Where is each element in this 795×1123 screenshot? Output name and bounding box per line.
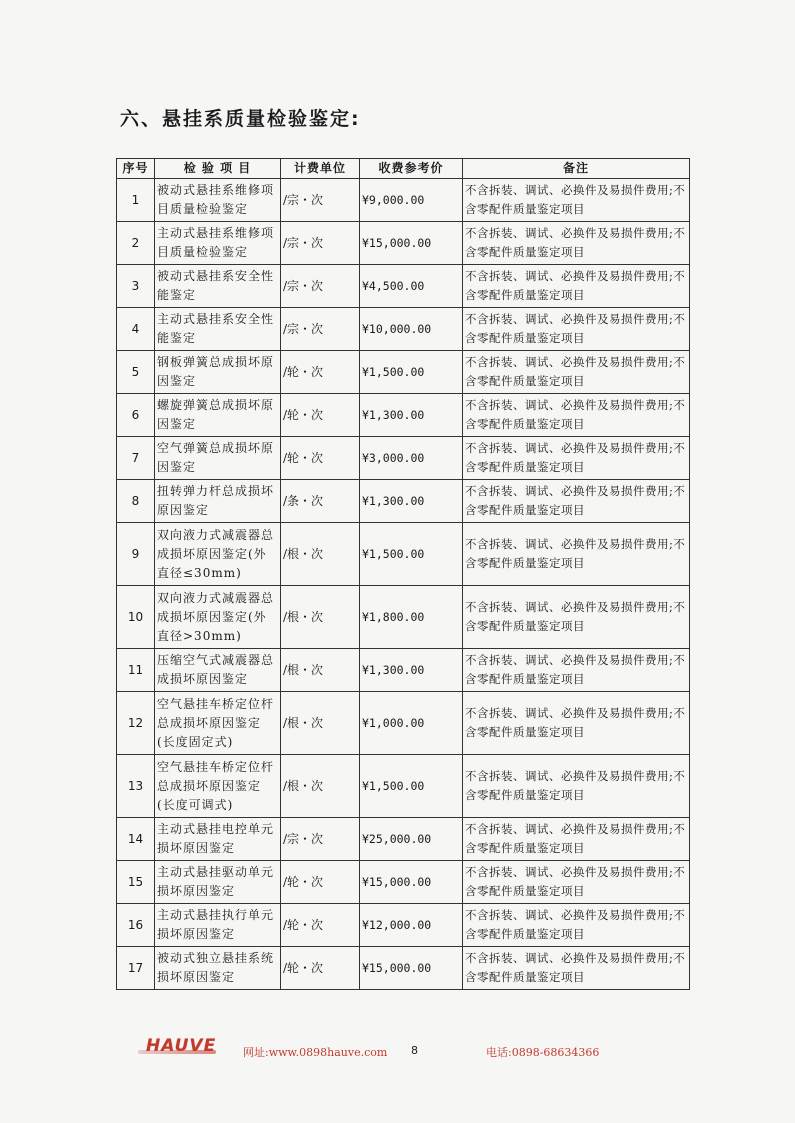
cell-unit: /条・次 <box>281 480 360 523</box>
table-row <box>117 222 690 265</box>
cell-unit: /宗・次 <box>281 222 360 265</box>
table-body <box>117 179 690 990</box>
cell-unit: /宗・次 <box>281 265 360 308</box>
cell-price: ¥1,300.00 <box>360 394 463 437</box>
header-price: 收费参考价 <box>360 159 463 179</box>
table-row <box>117 861 690 904</box>
cell-unit: /轮・次 <box>281 861 360 904</box>
cell-price: ¥1,800.00 <box>360 586 463 649</box>
cell-price: ¥1,500.00 <box>360 351 463 394</box>
cell-unit: /宗・次 <box>281 179 360 222</box>
table-row <box>117 818 690 861</box>
cell-item: 被动式悬挂系维修项目质量检验鉴定 <box>155 179 281 222</box>
cell-item: 主动式悬挂系维修项目质量检验鉴定 <box>155 222 281 265</box>
table-row <box>117 394 690 437</box>
cell-price: ¥1,500.00 <box>360 523 463 586</box>
cell-unit: /轮・次 <box>281 394 360 437</box>
cell-no: 9 <box>117 523 155 586</box>
cell-item: 双向液力式减震器总成损坏原因鉴定(外直径>30mm) <box>155 586 281 649</box>
cell-note: 不含拆装、调试、必换件及易损件费用;不含零配件质量鉴定项目 <box>463 222 690 265</box>
cell-item: 空气弹簧总成损坏原因鉴定 <box>155 437 281 480</box>
cell-price: ¥1,300.00 <box>360 480 463 523</box>
cell-item: 螺旋弹簧总成损坏原因鉴定 <box>155 394 281 437</box>
cell-item: 主动式悬挂电控单元损坏原因鉴定 <box>155 818 281 861</box>
cell-no: 2 <box>117 222 155 265</box>
table-row <box>117 351 690 394</box>
cell-price: ¥1,300.00 <box>360 649 463 692</box>
cell-unit: /根・次 <box>281 649 360 692</box>
cell-no: 8 <box>117 480 155 523</box>
table-row <box>117 523 690 586</box>
cell-no: 14 <box>117 818 155 861</box>
table-row <box>117 179 690 222</box>
cell-note: 不含拆装、调试、必换件及易损件费用;不含零配件质量鉴定项目 <box>463 904 690 947</box>
table-row <box>117 649 690 692</box>
cell-note: 不含拆装、调试、必换件及易损件费用;不含零配件质量鉴定项目 <box>463 437 690 480</box>
cell-no: 16 <box>117 904 155 947</box>
section-heading: 六、悬挂系质量检验鉴定: <box>120 108 361 130</box>
cell-note: 不含拆装、调试、必换件及易损件费用;不含零配件质量鉴定项目 <box>463 480 690 523</box>
table-row <box>117 308 690 351</box>
cell-no: 11 <box>117 649 155 692</box>
header-note: 备注 <box>463 159 690 179</box>
footer-phone: 电话:0898-68634366 <box>486 1046 600 1059</box>
cell-item: 空气悬挂车桥定位杆总成损坏原因鉴定(长度可调式) <box>155 755 281 818</box>
cell-no: 7 <box>117 437 155 480</box>
cell-note: 不含拆装、调试、必换件及易损件费用;不含零配件质量鉴定项目 <box>463 265 690 308</box>
cell-unit: /轮・次 <box>281 437 360 480</box>
cell-no: 6 <box>117 394 155 437</box>
cell-price: ¥4,500.00 <box>360 265 463 308</box>
table-row <box>117 947 690 990</box>
cell-unit: /根・次 <box>281 692 360 755</box>
cell-price: ¥3,000.00 <box>360 437 463 480</box>
company-logo: HAUVE <box>146 1036 217 1056</box>
cell-item: 空气悬挂车桥定位杆总成损坏原因鉴定(长度固定式) <box>155 692 281 755</box>
cell-unit: /根・次 <box>281 755 360 818</box>
cell-unit: /根・次 <box>281 586 360 649</box>
header-unit: 计费单位 <box>281 159 360 179</box>
cell-unit: /轮・次 <box>281 904 360 947</box>
cell-note: 不含拆装、调试、必换件及易损件费用;不含零配件质量鉴定项目 <box>463 649 690 692</box>
cell-no: 1 <box>117 179 155 222</box>
cell-item: 压缩空气式减震器总成损坏原因鉴定 <box>155 649 281 692</box>
cell-note: 不含拆装、调试、必换件及易损件费用;不含零配件质量鉴定项目 <box>463 861 690 904</box>
cell-item: 双向液力式减震器总成损坏原因鉴定(外直径≤30mm) <box>155 523 281 586</box>
cell-price: ¥25,000.00 <box>360 818 463 861</box>
cell-item: 主动式悬挂驱动单元损坏原因鉴定 <box>155 861 281 904</box>
cell-note: 不含拆装、调试、必换件及易损件费用;不含零配件质量鉴定项目 <box>463 351 690 394</box>
table-row <box>117 904 690 947</box>
table-row <box>117 265 690 308</box>
table-row <box>117 437 690 480</box>
cell-note: 不含拆装、调试、必换件及易损件费用;不含零配件质量鉴定项目 <box>463 523 690 586</box>
table-row <box>117 692 690 755</box>
table-row <box>117 755 690 818</box>
cell-note: 不含拆装、调试、必换件及易损件费用;不含零配件质量鉴定项目 <box>463 755 690 818</box>
cell-price: ¥1,000.00 <box>360 692 463 755</box>
cell-no: 15 <box>117 861 155 904</box>
cell-note: 不含拆装、调试、必换件及易损件费用;不含零配件质量鉴定项目 <box>463 394 690 437</box>
cell-price: ¥15,000.00 <box>360 861 463 904</box>
cell-note: 不含拆装、调试、必换件及易损件费用;不含零配件质量鉴定项目 <box>463 586 690 649</box>
cell-price: ¥1,500.00 <box>360 755 463 818</box>
cell-no: 12 <box>117 692 155 755</box>
cell-no: 17 <box>117 947 155 990</box>
cell-item: 钢板弹簧总成损坏原因鉴定 <box>155 351 281 394</box>
cell-price: ¥12,000.00 <box>360 904 463 947</box>
cell-unit: /轮・次 <box>281 947 360 990</box>
cell-item: 主动式悬挂执行单元损坏原因鉴定 <box>155 904 281 947</box>
cell-no: 4 <box>117 308 155 351</box>
cell-note: 不含拆装、调试、必换件及易损件费用;不含零配件质量鉴定项目 <box>463 818 690 861</box>
table-header-row <box>117 159 690 179</box>
cell-no: 10 <box>117 586 155 649</box>
cell-price: ¥9,000.00 <box>360 179 463 222</box>
cell-price: ¥10,000.00 <box>360 308 463 351</box>
table-row <box>117 480 690 523</box>
cell-unit: /根・次 <box>281 523 360 586</box>
cell-item: 被动式独立悬挂系统损坏原因鉴定 <box>155 947 281 990</box>
price-table <box>116 158 690 990</box>
cell-unit: /轮・次 <box>281 351 360 394</box>
cell-item: 被动式悬挂系安全性能鉴定 <box>155 265 281 308</box>
cell-no: 3 <box>117 265 155 308</box>
header-item: 检 验 项 目 <box>155 159 281 179</box>
cell-price: ¥15,000.00 <box>360 947 463 990</box>
cell-item: 扭转弹力杆总成损坏原因鉴定 <box>155 480 281 523</box>
footer-website: 网址:www.0898hauve.com <box>243 1046 388 1059</box>
header-no: 序号 <box>117 159 155 179</box>
cell-note: 不含拆装、调试、必换件及易损件费用;不含零配件质量鉴定项目 <box>463 308 690 351</box>
cell-note: 不含拆装、调试、必换件及易损件费用;不含零配件质量鉴定项目 <box>463 947 690 990</box>
table-row <box>117 586 690 649</box>
cell-price: ¥15,000.00 <box>360 222 463 265</box>
cell-note: 不含拆装、调试、必换件及易损件费用;不含零配件质量鉴定项目 <box>463 692 690 755</box>
cell-item: 主动式悬挂系安全性能鉴定 <box>155 308 281 351</box>
cell-no: 13 <box>117 755 155 818</box>
cell-no: 5 <box>117 351 155 394</box>
cell-unit: /宗・次 <box>281 308 360 351</box>
page-number: 8 <box>411 1044 418 1057</box>
cell-note: 不含拆装、调试、必换件及易损件费用;不含零配件质量鉴定项目 <box>463 179 690 222</box>
cell-unit: /宗・次 <box>281 818 360 861</box>
